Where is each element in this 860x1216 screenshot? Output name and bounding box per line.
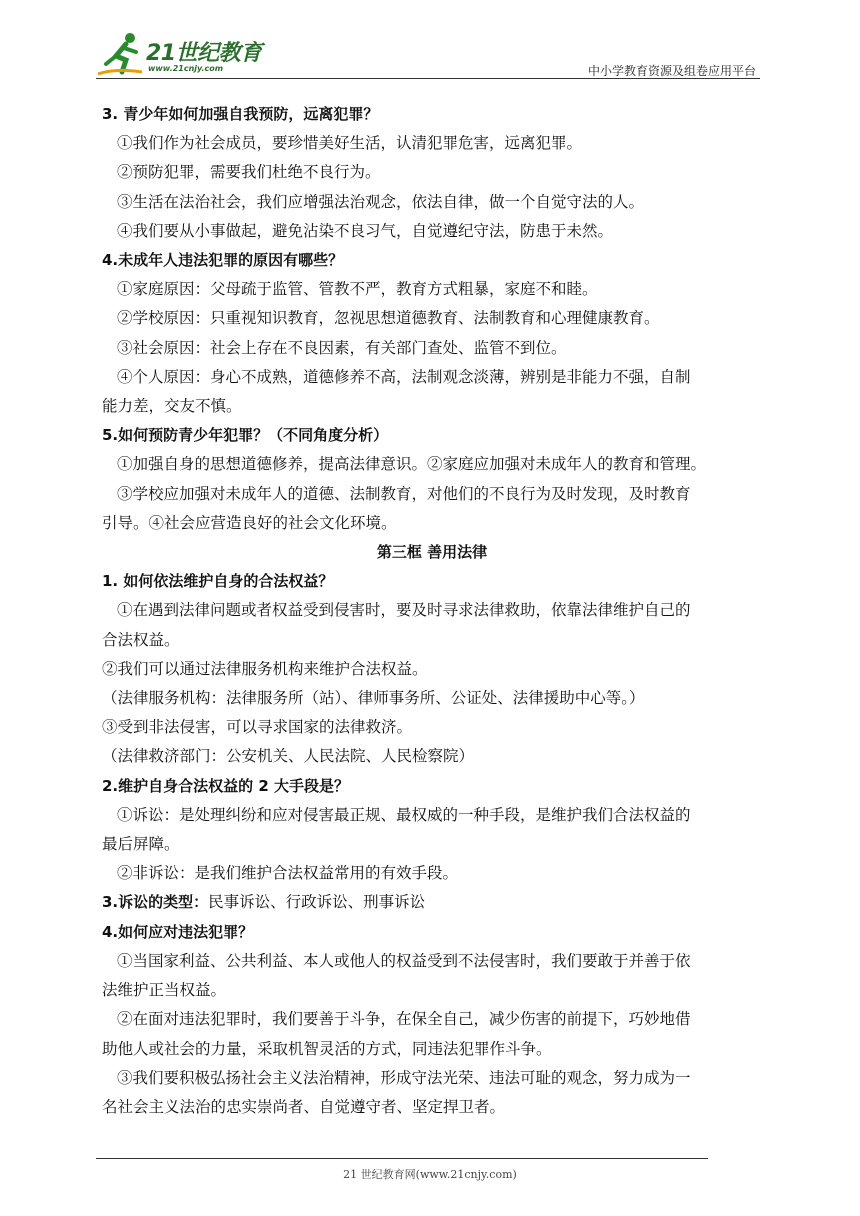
- list-item: ①在遇到法律问题或者权益受到侵害时，要及时寻求法律救助，依靠法律维护自己的: [117, 601, 691, 620]
- list-item: ①加强自身的思想道德修养，提高法律意识。②家庭应加强对未成年人的教育和管理。: [117, 455, 707, 474]
- runner-logo-icon: [96, 30, 146, 78]
- list-item: ④个人原因：身心不成熟，道德修养不高，法制观念淡薄，辨别是非能力不强，自制: [117, 367, 691, 386]
- list-item-continuation: 能力差，交友不慎。: [102, 397, 242, 416]
- list-item-continuation: 法维护正当权益。: [102, 981, 227, 1000]
- section-q3-title: 3.诉讼的类型：: [102, 893, 209, 912]
- list-item-continuation: 引导。④社会应营造良好的社会文化环境。: [102, 513, 397, 532]
- list-item: ③学校应加强对未成年人的道德、法制教育，对他们的不良行为及时发现，及时教育: [117, 484, 691, 503]
- platform-label: 中小学教育资源及组卷应用平台: [587, 64, 756, 78]
- logo-text: 21世纪教育: [146, 41, 262, 66]
- document-body: [102, 100, 762, 1122]
- section-q2-title: 2.维护自身合法权益的 2 大手段是？: [102, 776, 350, 795]
- question-3-title: 3. 青少年如何加强自我预防，远离犯罪？: [102, 105, 379, 123]
- logo: [96, 30, 266, 80]
- list-item-continuation: 合法权益。: [102, 630, 180, 649]
- list-item: ①当国家利益、公共利益、本人或他人的权益受到不法侵害时，我们要敢于并善于依: [117, 951, 691, 970]
- list-item: ③社会原因：社会上存在不良因素，有关部门查处、监管不到位。: [117, 338, 567, 357]
- list-item: ①我们作为社会成员，要珍惜美好生活，认清犯罪危害，远离犯罪。: [117, 134, 583, 153]
- section-q3: [102, 888, 762, 917]
- page-footer: 21 世纪教育网(www.21cnjy.com): [343, 1168, 517, 1181]
- list-item-continuation: 名社会主义法治的忠实崇尚者、自觉遵守者、坚定捍卫者。: [102, 1097, 506, 1116]
- list-item: ③我们要积极弘扬社会主义法治精神，形成守法光荣、违法可耻的观念，努力成为一: [117, 1068, 691, 1087]
- page-header: [96, 30, 760, 80]
- section-title: 第三框 善用法律: [376, 543, 488, 562]
- footer-divider: [96, 1158, 708, 1159]
- list-item: ②我们可以通过法律服务机构来维护合法权益。: [102, 659, 428, 678]
- list-item: ②在面对违法犯罪时，我们要善于斗争，在保全自己，减少伤害的前提下，巧妙地借: [117, 1010, 691, 1029]
- list-item: ①家庭原因：父母疏于监管、管教不严，教育方式粗暴，家庭不和睦。: [117, 280, 598, 299]
- section-q3-text: 民事诉讼、行政诉讼、刑事诉讼: [208, 893, 426, 912]
- list-item: ④我们要从小事做起，避免沾染不良习气，自觉遵纪守法，防患于未然。: [117, 221, 614, 240]
- section-q4-title: 4.如何应对违法犯罪？: [102, 922, 254, 941]
- list-item-continuation: 助他人或社会的力量，采取机智灵活的方式，同违法犯罪作斗争。: [102, 1039, 552, 1058]
- list-item: ③受到非法侵害，可以寻求国家的法律救济。: [102, 718, 413, 737]
- section-q1-title: 1. 如何依法维护自身的合法权益？: [102, 572, 334, 591]
- list-item: ③生活在法治社会，我们应增强法治观念，依法自律，做一个自觉守法的人。: [117, 192, 645, 211]
- list-item: ①诉讼：是处理纠纷和应对侵害最正规、最权威的一种手段，是维护我们合法权益的: [117, 805, 691, 824]
- list-item-note: （法律救济部门：公安机关、人民法院、人民检察院）: [102, 747, 475, 766]
- list-item-note: （法律服务机构：法律服务所（站）、律师事务所、公证处、法律援助中心等。）: [102, 689, 645, 708]
- question-5-title: 5.如何预防青少年犯罪？（不同角度分析）: [102, 426, 389, 445]
- list-item: ②非诉讼：是我们维护合法权益常用的有效手段。: [117, 864, 459, 883]
- header-divider: [96, 78, 760, 79]
- question-4-title: 4.未成年人违法犯罪的原因有哪些？: [102, 251, 344, 270]
- list-item-continuation: 最后屏障。: [102, 835, 180, 854]
- list-item: ②学校原因：只重视知识教育，忽视思想道德教育、法制教育和心理健康教育。: [117, 309, 660, 328]
- logo-url: www.21cnjy.com: [148, 64, 224, 73]
- list-item: ②预防犯罪，需要我们杜绝不良行为。: [117, 163, 381, 182]
